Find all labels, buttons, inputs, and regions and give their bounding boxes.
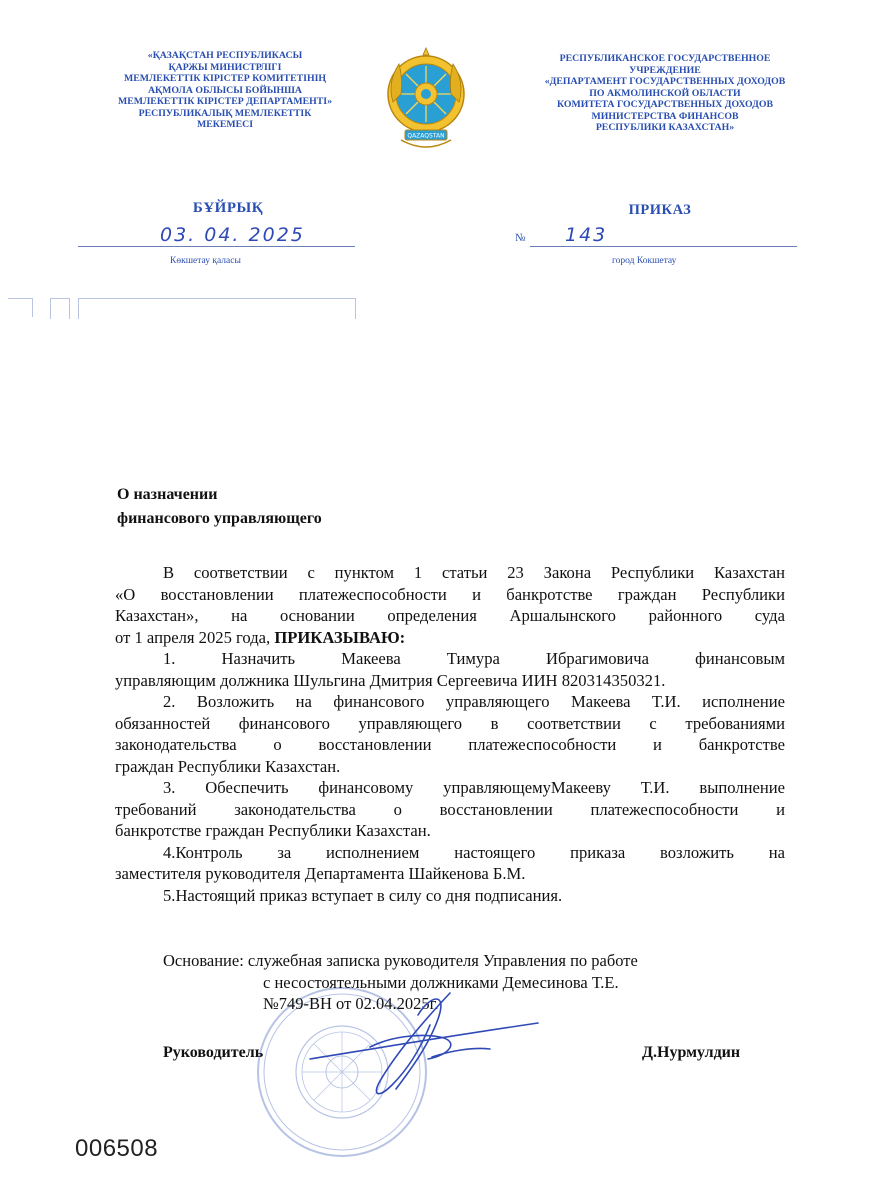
order-number: 143 <box>565 224 608 246</box>
body-line: заместителя руководителя Департамента Шайкенова Б.М. <box>115 864 526 883</box>
header-ru-line: КОМИТЕТА ГОСУДАРСТВЕННЫХ ДОХОДОВ <box>556 99 774 110</box>
header-kz-line: МЕМЛЕКЕТТІК КІРІСТЕР ДЕПАРТАМЕНТІ» <box>117 96 333 107</box>
body-line: обязанностей финансового управляющего в соответствии с требованиями <box>115 713 785 733</box>
corner-mark <box>8 298 33 317</box>
paragraph-2 <box>115 691 785 777</box>
order-title-ru: ПРИКАЗ <box>628 202 692 218</box>
header-ru-line: РЕСПУБЛИКИ КАЗАХСТАН» <box>595 122 735 133</box>
header-kz-line: «ҚАЗАҚСТАН РЕСПУБЛИКАСЫ <box>147 50 303 61</box>
paragraph-5 <box>115 885 785 907</box>
city-kz: Көкшетау қаласы <box>170 256 241 266</box>
corner-mark <box>50 298 70 319</box>
order-directive: ПРИКАЗЫВАЮ: <box>274 627 406 647</box>
body-line: управляющим должника Шульгина Дмитрия Сергеевича ИИН 820314350321. <box>115 670 666 690</box>
corner-mark <box>78 298 356 319</box>
header-ru-line: «ДЕПАРТАМЕНТ ГОСУДАРСТВЕННЫХ ДОХОДОВ <box>544 76 786 87</box>
subject-line: финансового управляющего <box>117 510 322 527</box>
body-line: требований законодательства о восстановлении платежеспособности и <box>115 799 785 819</box>
header-ru-line: УЧРЕЖДЕНИЕ <box>629 64 701 76</box>
paragraph-3 <box>115 777 785 842</box>
body-line: 3. Обеспечить финансовому управляющемуМакееву Т.И. выполнение <box>163 778 785 797</box>
body-line: 4.Контроль за исполнением настоящего приказа возложить на <box>163 842 785 862</box>
signatory-title: Руководитель <box>163 1044 264 1061</box>
body-line: В соответствии с пунктом 1 статьи 23 Закона Республики Казахстан <box>163 563 785 582</box>
body-line: граждан Республики Казахстан. <box>115 756 341 776</box>
number-sign: № <box>515 232 526 244</box>
body-line: банкротстве граждан Республики Казахстан. <box>115 821 431 840</box>
basis-line: №749-ВН от 02.04.2025г. <box>263 994 439 1013</box>
emblem-text: QAZAQSTAN <box>407 132 445 140</box>
body-line: законодательства о восстановлении платежеспособности и банкротстве <box>115 735 785 754</box>
header-kz <box>90 50 360 131</box>
city-ru: город Кокшетау <box>612 256 677 266</box>
header-ru-line: ПО АКМОЛИНСКОЙ ОБЛАСТИ <box>589 87 741 99</box>
header-kz-line: АҚМОЛА ОБЛЫСЫ БОЙЫНША <box>147 84 303 96</box>
date-underline <box>78 246 355 247</box>
header-ru-line: РЕСПУБЛИКАНСКОЕ ГОСУДАРСТВЕННОЕ <box>559 53 771 64</box>
body-line: «О восстановлении платежеспособности и банкротстве граждан Республики <box>115 584 785 604</box>
order-body <box>115 562 785 906</box>
order-title-kz: БҰЙРЫҚ <box>192 200 264 216</box>
subject-line: О назначении <box>117 486 218 503</box>
signatory-name: Д.Нурмулдин <box>642 1044 741 1061</box>
header-kz-line: МЕМЛЕКЕТТІК КІРІСТЕР КОМИТЕТІНІҢ <box>123 73 327 84</box>
intro-last: от 1 апреля 2025 года, <box>115 627 271 647</box>
header-kz-line: РЕСПУБЛИКАЛЫҚ МЕМЛЕКЕТТІК <box>138 107 312 119</box>
header-kz-line: МЕКЕМЕСІ <box>196 119 254 130</box>
body-line: Казахстан», на основании определения Аршалынского районного суда <box>115 606 785 625</box>
basis-line: Основание: служебная записка руководителя Управления по работе <box>163 951 638 970</box>
number-underline <box>530 246 797 247</box>
header-ru <box>515 53 815 134</box>
paragraph-4 <box>115 842 785 885</box>
document-serial-number: 006508 <box>75 1135 159 1162</box>
intro-paragraph <box>115 562 785 648</box>
order-date: 03. 04. 2025 <box>160 224 305 246</box>
order-subject <box>117 483 322 531</box>
body-line: 2. Возложить на финансового управляющего Макеева Т.И. исполнение <box>163 692 785 711</box>
header-ru-line: МИНИСТЕРСТВА ФИНАНСОВ <box>591 110 739 122</box>
body-line: 1. Назначить Макеева Тимура Ибрагимовича финансовым <box>163 649 785 668</box>
body-line <box>115 627 785 649</box>
header-kz-line: ҚАРЖЫ МИНИСТРЛІГІ <box>168 61 282 73</box>
handwritten-signature-icon <box>300 985 540 1105</box>
body-line: 5.Настоящий приказ вступает в силу со дня подписания. <box>163 885 563 905</box>
state-emblem-icon <box>385 42 467 154</box>
paragraph-1 <box>115 648 785 691</box>
basis-line: с несостоятельными должниками Демесинова Т.Е. <box>263 972 619 992</box>
